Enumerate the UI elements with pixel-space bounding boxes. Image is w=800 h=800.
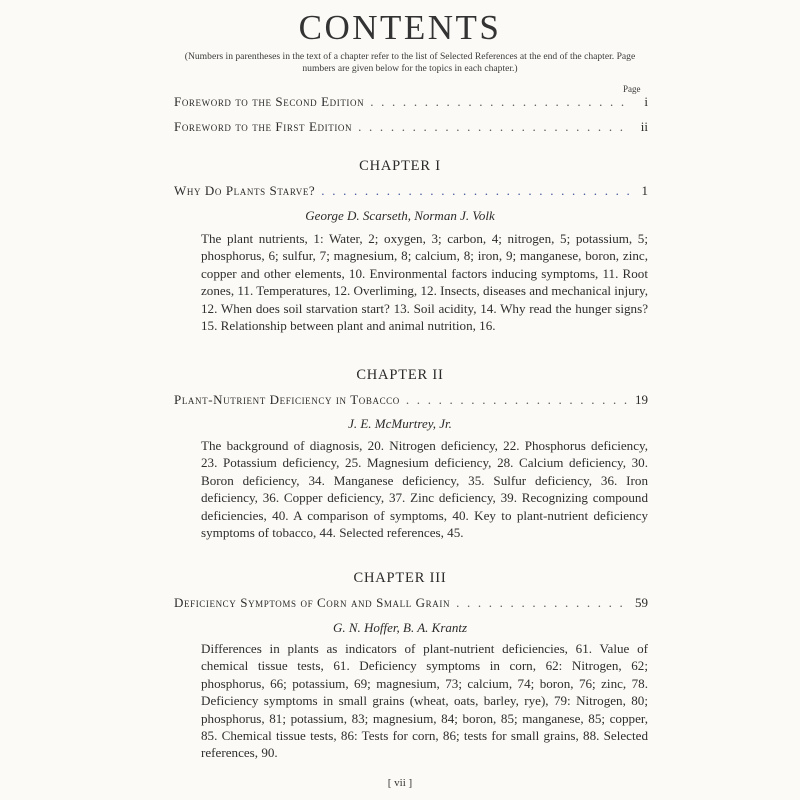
chapter-summary: The plant nutrients, 1: Water, 2; oxygen, 3; carbon, 4; nitrogen, 5; potassium, 5; phosphorus, 6; sulfur, 7; magnesium, 8; calcium, 8; iron, 9; manganese, boron, zinc, copper and other elements, 10. Environmental factors inducing symptoms, 11. Root zones, 11. Temperatures, 12. Overliming, 12. Insects, diseases and mechanical injury, 12. When does soil starvation start? 13. Soil acidity, 14. Why read the hunger signs? 15. Relationship between plant and animal nutrition, 16. xyxy=(201,231,648,334)
dot-leader xyxy=(406,392,629,408)
chapter-heading: CHAPTER III xyxy=(353,570,447,586)
toc-entry-foreword-first[interactable] xyxy=(174,119,648,139)
chapter-authors: J. E. McMurtrey, Jr. xyxy=(348,416,452,431)
dot-leader xyxy=(370,94,630,110)
references-note: (Numbers in parentheses in the text of a chapter refer to the list of Selected References at the end of the chapter. Page numbers are given below for the topics in each chapter.) xyxy=(184,51,636,74)
toc-entry-chapter-1[interactable] xyxy=(174,183,648,203)
toc-entry-foreword-second[interactable] xyxy=(174,94,648,114)
toc-entry-page: 19 xyxy=(635,392,648,407)
toc-entry-title: Foreword to the Second Edition xyxy=(174,94,365,109)
chapter-heading: CHAPTER I xyxy=(359,158,441,174)
chapter-summary: Differences in plants as indicators of plant-nutrient deficiencies, 61. Value of chemical tissue tests, 61. Deficiency symptoms in corn, 62: Nitrogen, 62; phosphorus, 66; potassium, 69; magnesium, 73; calcium, 74; boron, 76; zinc, 78. Deficiency symptoms in small grains (wheat, oats, barley, rye), 79: Nitrogen, 80; phosphorus, 81; potassium, 83; magnesium, 84; boron, 85; manganese, 85; copper, 85. Chemical tissue tests, 86: Tests for corn, 86; tests for small grains, 88. Selected references, 90. xyxy=(201,641,648,761)
toc-entry-page: 1 xyxy=(641,183,648,198)
toc-entry-title: Foreword to the First Edition xyxy=(174,119,353,134)
page-title: CONTENTS xyxy=(298,8,502,47)
toc-entry-chapter-2[interactable] xyxy=(174,392,648,412)
toc-entry-page: ii xyxy=(640,119,648,134)
dot-leader xyxy=(321,183,630,199)
chapter-summary: The background of diagnosis, 20. Nitrogen deficiency, 22. Phosphorus deficiency, 23. Potassium deficiency, 25. Magnesium deficiency, 28. Calcium deficiency, 30. Boron deficiency, 34. Manganese deficiency, 35. Sulfur deficiency, 36. Iron deficiency, 36. Copper deficiency, 37. Zinc deficiency, 39. Recognizing compound deficiencies, 40. A comparison of symptoms, 40. Key to plant-nutrient deficiency symptoms of tobacco, 44. Selected references, 45. xyxy=(201,438,648,541)
page-column-label: Page xyxy=(623,84,641,94)
chapter-authors: G. N. Hoffer, B. A. Krantz xyxy=(332,620,468,635)
toc-entry-title: Deficiency Symptoms of Corn and Small Grain xyxy=(174,595,451,610)
toc-entry-page: i xyxy=(644,94,648,109)
dot-leader xyxy=(456,595,629,611)
page-number: [ vii ] xyxy=(387,777,413,789)
toc-entry-title: Plant-Nutrient Deficiency in Tobacco xyxy=(174,392,400,407)
toc-entry-page: 59 xyxy=(635,595,648,610)
toc-entry-title: Why Do Plants Starve? xyxy=(174,183,316,198)
chapter-heading: CHAPTER II xyxy=(356,367,444,383)
dot-leader xyxy=(358,119,630,135)
chapter-authors: George D. Scarseth, Norman J. Volk xyxy=(305,208,495,223)
toc-entry-chapter-3[interactable] xyxy=(174,595,648,615)
